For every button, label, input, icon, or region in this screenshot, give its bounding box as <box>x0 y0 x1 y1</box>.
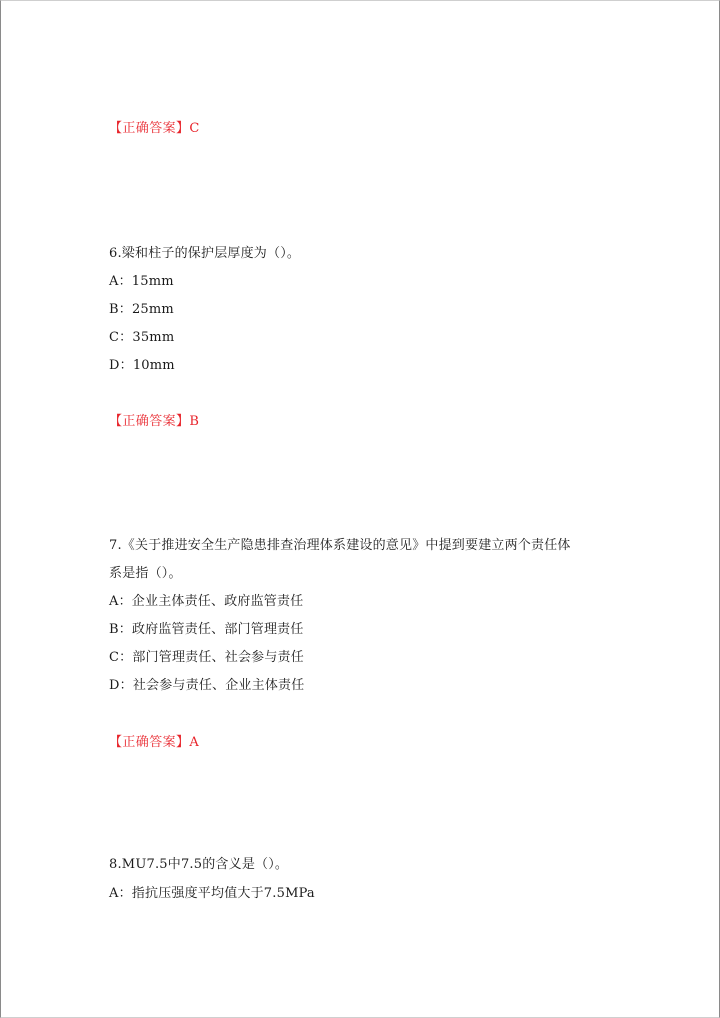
question-7-stem-line-1: 7.《关于推进安全生产隐患排查治理体系建设的意见》中提到要建立两个责任体 <box>109 538 571 553</box>
question-7-option-b: B：政府监管责任、部门管理责任 <box>109 622 304 637</box>
question-8-option-a: A：指抗压强度平均值大于7.5MPa <box>109 886 315 901</box>
question-8-stem: 8.MU7.5中7.5的含义是（）。 <box>109 857 289 872</box>
question-6-option-d: D：10mm <box>109 358 175 373</box>
question-7-option-a: A：企业主体责任、政府监管责任 <box>109 594 304 609</box>
question-6-option-b: B：25mm <box>109 302 174 317</box>
correct-answer-q6: 【正确答案】B <box>109 414 200 429</box>
correct-answer-q5: 【正确答案】C <box>109 121 200 136</box>
question-7-option-c: C：部门管理责任、社会参与责任 <box>109 650 304 665</box>
correct-answer-q7: 【正确答案】A <box>109 735 200 750</box>
question-6-option-c: C：35mm <box>109 330 175 345</box>
question-6-stem: 6.梁和柱子的保护层厚度为（）。 <box>109 246 301 261</box>
question-7-stem-line-2: 系是指（）。 <box>109 566 182 581</box>
question-6-option-a: A：15mm <box>109 274 174 289</box>
question-7-option-d: D：社会参与责任、企业主体责任 <box>109 678 305 693</box>
